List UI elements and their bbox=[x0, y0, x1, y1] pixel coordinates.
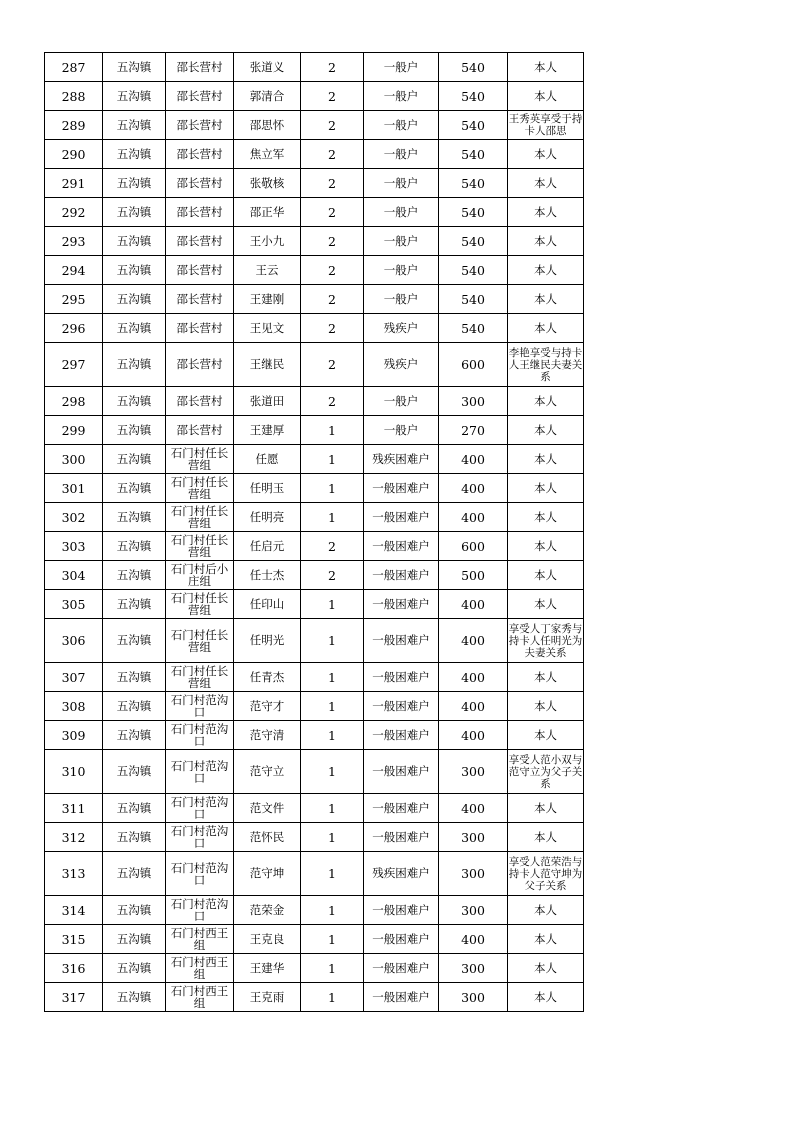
household-type-cell: 一般困难户 bbox=[364, 532, 439, 561]
name-cell: 任印山 bbox=[234, 590, 301, 619]
table-row bbox=[45, 794, 584, 823]
town-cell: 五沟镇 bbox=[103, 53, 166, 82]
note-cell: 本人 bbox=[508, 416, 584, 445]
note-cell: 本人 bbox=[508, 823, 584, 852]
note-cell: 本人 bbox=[508, 983, 584, 1012]
town-cell: 五沟镇 bbox=[103, 794, 166, 823]
amount-cell: 600 bbox=[439, 532, 508, 561]
table-row bbox=[45, 954, 584, 983]
amount-cell: 540 bbox=[439, 256, 508, 285]
village-cell: 石门村西王组 bbox=[166, 954, 234, 983]
row-number: 310 bbox=[45, 750, 103, 794]
amount-cell: 400 bbox=[439, 503, 508, 532]
amount-cell: 540 bbox=[439, 314, 508, 343]
row-number: 292 bbox=[45, 198, 103, 227]
name-cell: 王小九 bbox=[234, 227, 301, 256]
town-cell: 五沟镇 bbox=[103, 692, 166, 721]
row-number: 294 bbox=[45, 256, 103, 285]
town-cell: 五沟镇 bbox=[103, 721, 166, 750]
name-cell: 张道义 bbox=[234, 53, 301, 82]
household-count-cell: 2 bbox=[301, 53, 364, 82]
town-cell: 五沟镇 bbox=[103, 227, 166, 256]
amount-cell: 300 bbox=[439, 387, 508, 416]
table-row bbox=[45, 169, 584, 198]
household-count-cell: 1 bbox=[301, 619, 364, 663]
name-cell: 范守坤 bbox=[234, 852, 301, 896]
village-cell: 石门村范沟口 bbox=[166, 750, 234, 794]
note-cell: 本人 bbox=[508, 227, 584, 256]
name-cell: 任明玉 bbox=[234, 474, 301, 503]
table-row bbox=[45, 227, 584, 256]
row-number: 313 bbox=[45, 852, 103, 896]
note-cell: 本人 bbox=[508, 532, 584, 561]
amount-cell: 400 bbox=[439, 590, 508, 619]
row-number: 300 bbox=[45, 445, 103, 474]
note-cell: 本人 bbox=[508, 82, 584, 111]
village-cell: 邵长营村 bbox=[166, 314, 234, 343]
name-cell: 王克雨 bbox=[234, 983, 301, 1012]
amount-cell: 400 bbox=[439, 445, 508, 474]
village-cell: 邵长营村 bbox=[166, 387, 234, 416]
table-row bbox=[45, 750, 584, 794]
table-row bbox=[45, 590, 584, 619]
village-cell: 邵长营村 bbox=[166, 111, 234, 140]
village-cell: 石门村任长营组 bbox=[166, 590, 234, 619]
table-row bbox=[45, 721, 584, 750]
table-row bbox=[45, 561, 584, 590]
household-type-cell: 一般困难户 bbox=[364, 590, 439, 619]
row-number: 307 bbox=[45, 663, 103, 692]
row-number: 311 bbox=[45, 794, 103, 823]
town-cell: 五沟镇 bbox=[103, 750, 166, 794]
household-type-cell: 一般户 bbox=[364, 285, 439, 314]
town-cell: 五沟镇 bbox=[103, 663, 166, 692]
household-count-cell: 2 bbox=[301, 169, 364, 198]
table-row bbox=[45, 314, 584, 343]
row-number: 314 bbox=[45, 896, 103, 925]
town-cell: 五沟镇 bbox=[103, 852, 166, 896]
town-cell: 五沟镇 bbox=[103, 256, 166, 285]
household-count-cell: 2 bbox=[301, 387, 364, 416]
amount-cell: 540 bbox=[439, 198, 508, 227]
name-cell: 范守清 bbox=[234, 721, 301, 750]
household-type-cell: 一般户 bbox=[364, 53, 439, 82]
village-cell: 邵长营村 bbox=[166, 227, 234, 256]
note-cell: 本人 bbox=[508, 503, 584, 532]
row-number: 298 bbox=[45, 387, 103, 416]
household-count-cell: 1 bbox=[301, 954, 364, 983]
village-cell: 邵长营村 bbox=[166, 343, 234, 387]
row-number: 312 bbox=[45, 823, 103, 852]
row-number: 315 bbox=[45, 925, 103, 954]
note-cell: 本人 bbox=[508, 925, 584, 954]
household-count-cell: 1 bbox=[301, 692, 364, 721]
row-number: 308 bbox=[45, 692, 103, 721]
village-cell: 石门村范沟口 bbox=[166, 794, 234, 823]
town-cell: 五沟镇 bbox=[103, 896, 166, 925]
household-count-cell: 1 bbox=[301, 474, 364, 503]
village-cell: 石门村范沟口 bbox=[166, 852, 234, 896]
amount-cell: 300 bbox=[439, 750, 508, 794]
household-count-cell: 2 bbox=[301, 343, 364, 387]
village-cell: 石门村任长营组 bbox=[166, 474, 234, 503]
name-cell: 任青杰 bbox=[234, 663, 301, 692]
household-count-cell: 2 bbox=[301, 561, 364, 590]
village-cell: 石门村范沟口 bbox=[166, 896, 234, 925]
name-cell: 王建厚 bbox=[234, 416, 301, 445]
note-cell: 李艳享受与持卡人王继民夫妻关系 bbox=[508, 343, 584, 387]
town-cell: 五沟镇 bbox=[103, 561, 166, 590]
household-count-cell: 1 bbox=[301, 852, 364, 896]
household-type-cell: 一般户 bbox=[364, 111, 439, 140]
row-number: 299 bbox=[45, 416, 103, 445]
household-type-cell: 一般困难户 bbox=[364, 925, 439, 954]
row-number: 296 bbox=[45, 314, 103, 343]
row-number: 297 bbox=[45, 343, 103, 387]
household-count-cell: 1 bbox=[301, 590, 364, 619]
household-count-cell: 1 bbox=[301, 416, 364, 445]
note-cell: 本人 bbox=[508, 692, 584, 721]
household-type-cell: 一般户 bbox=[364, 198, 439, 227]
village-cell: 石门村任长营组 bbox=[166, 663, 234, 692]
household-count-cell: 2 bbox=[301, 140, 364, 169]
row-number: 306 bbox=[45, 619, 103, 663]
row-number: 317 bbox=[45, 983, 103, 1012]
amount-cell: 300 bbox=[439, 954, 508, 983]
town-cell: 五沟镇 bbox=[103, 198, 166, 227]
household-count-cell: 2 bbox=[301, 227, 364, 256]
name-cell: 王云 bbox=[234, 256, 301, 285]
row-number: 309 bbox=[45, 721, 103, 750]
note-cell: 享受人范小双与范守立为父子关系 bbox=[508, 750, 584, 794]
village-cell: 邵长营村 bbox=[166, 140, 234, 169]
village-cell: 邵长营村 bbox=[166, 53, 234, 82]
household-type-cell: 一般困难户 bbox=[364, 823, 439, 852]
table-row bbox=[45, 925, 584, 954]
household-type-cell: 一般户 bbox=[364, 82, 439, 111]
household-type-cell: 一般户 bbox=[364, 140, 439, 169]
town-cell: 五沟镇 bbox=[103, 82, 166, 111]
amount-cell: 540 bbox=[439, 227, 508, 256]
town-cell: 五沟镇 bbox=[103, 343, 166, 387]
town-cell: 五沟镇 bbox=[103, 387, 166, 416]
note-cell: 本人 bbox=[508, 896, 584, 925]
town-cell: 五沟镇 bbox=[103, 169, 166, 198]
table-row bbox=[45, 111, 584, 140]
name-cell: 王建刚 bbox=[234, 285, 301, 314]
town-cell: 五沟镇 bbox=[103, 445, 166, 474]
table-row bbox=[45, 82, 584, 111]
household-count-cell: 1 bbox=[301, 794, 364, 823]
table-row bbox=[45, 532, 584, 561]
name-cell: 范荣金 bbox=[234, 896, 301, 925]
note-cell: 本人 bbox=[508, 954, 584, 983]
note-cell: 本人 bbox=[508, 721, 584, 750]
household-count-cell: 1 bbox=[301, 663, 364, 692]
table-row bbox=[45, 343, 584, 387]
note-cell: 本人 bbox=[508, 590, 584, 619]
household-type-cell: 残疾户 bbox=[364, 314, 439, 343]
amount-cell: 300 bbox=[439, 852, 508, 896]
town-cell: 五沟镇 bbox=[103, 140, 166, 169]
amount-cell: 400 bbox=[439, 721, 508, 750]
village-cell: 邵长营村 bbox=[166, 416, 234, 445]
note-cell: 本人 bbox=[508, 285, 584, 314]
subsidy-table bbox=[44, 52, 584, 1012]
town-cell: 五沟镇 bbox=[103, 590, 166, 619]
town-cell: 五沟镇 bbox=[103, 983, 166, 1012]
household-type-cell: 一般户 bbox=[364, 256, 439, 285]
village-cell: 石门村范沟口 bbox=[166, 721, 234, 750]
name-cell: 任启元 bbox=[234, 532, 301, 561]
note-cell: 本人 bbox=[508, 256, 584, 285]
name-cell: 范文件 bbox=[234, 794, 301, 823]
village-cell: 石门村任长营组 bbox=[166, 503, 234, 532]
village-cell: 邵长营村 bbox=[166, 82, 234, 111]
household-type-cell: 一般困难户 bbox=[364, 663, 439, 692]
note-cell: 本人 bbox=[508, 387, 584, 416]
name-cell: 任明光 bbox=[234, 619, 301, 663]
amount-cell: 400 bbox=[439, 692, 508, 721]
table-row bbox=[45, 416, 584, 445]
amount-cell: 600 bbox=[439, 343, 508, 387]
amount-cell: 300 bbox=[439, 983, 508, 1012]
household-type-cell: 一般困难户 bbox=[364, 474, 439, 503]
name-cell: 范守立 bbox=[234, 750, 301, 794]
household-count-cell: 1 bbox=[301, 750, 364, 794]
household-type-cell: 残疾困难户 bbox=[364, 852, 439, 896]
name-cell: 范怀民 bbox=[234, 823, 301, 852]
note-cell: 本人 bbox=[508, 445, 584, 474]
note-cell: 本人 bbox=[508, 794, 584, 823]
table-row bbox=[45, 823, 584, 852]
name-cell: 王继民 bbox=[234, 343, 301, 387]
name-cell: 任愿 bbox=[234, 445, 301, 474]
note-cell: 本人 bbox=[508, 169, 584, 198]
household-type-cell: 一般户 bbox=[364, 416, 439, 445]
household-type-cell: 一般户 bbox=[364, 227, 439, 256]
row-number: 301 bbox=[45, 474, 103, 503]
town-cell: 五沟镇 bbox=[103, 416, 166, 445]
name-cell: 张敬核 bbox=[234, 169, 301, 198]
household-count-cell: 1 bbox=[301, 445, 364, 474]
amount-cell: 400 bbox=[439, 663, 508, 692]
amount-cell: 300 bbox=[439, 896, 508, 925]
table-row bbox=[45, 445, 584, 474]
note-cell: 享受人范荣浩与持卡人范守坤为父子关系 bbox=[508, 852, 584, 896]
town-cell: 五沟镇 bbox=[103, 532, 166, 561]
household-count-cell: 2 bbox=[301, 198, 364, 227]
amount-cell: 540 bbox=[439, 53, 508, 82]
name-cell: 王见文 bbox=[234, 314, 301, 343]
household-type-cell: 一般困难户 bbox=[364, 619, 439, 663]
household-type-cell: 一般困难户 bbox=[364, 983, 439, 1012]
note-cell: 王秀英享受于持卡人邵思 bbox=[508, 111, 584, 140]
amount-cell: 270 bbox=[439, 416, 508, 445]
table-row bbox=[45, 503, 584, 532]
village-cell: 石门村范沟口 bbox=[166, 823, 234, 852]
household-type-cell: 一般困难户 bbox=[364, 954, 439, 983]
village-cell: 石门村西王组 bbox=[166, 983, 234, 1012]
name-cell: 范守才 bbox=[234, 692, 301, 721]
household-type-cell: 一般困难户 bbox=[364, 503, 439, 532]
row-number: 305 bbox=[45, 590, 103, 619]
household-count-cell: 2 bbox=[301, 111, 364, 140]
amount-cell: 540 bbox=[439, 111, 508, 140]
name-cell: 王克良 bbox=[234, 925, 301, 954]
household-type-cell: 一般困难户 bbox=[364, 896, 439, 925]
household-count-cell: 2 bbox=[301, 285, 364, 314]
town-cell: 五沟镇 bbox=[103, 111, 166, 140]
row-number: 304 bbox=[45, 561, 103, 590]
note-cell: 本人 bbox=[508, 140, 584, 169]
table-row bbox=[45, 387, 584, 416]
name-cell: 焦立军 bbox=[234, 140, 301, 169]
name-cell: 王建华 bbox=[234, 954, 301, 983]
note-cell: 本人 bbox=[508, 198, 584, 227]
table-row bbox=[45, 852, 584, 896]
row-number: 290 bbox=[45, 140, 103, 169]
household-count-cell: 2 bbox=[301, 314, 364, 343]
row-number: 293 bbox=[45, 227, 103, 256]
table-row bbox=[45, 474, 584, 503]
note-cell: 本人 bbox=[508, 561, 584, 590]
household-type-cell: 一般困难户 bbox=[364, 794, 439, 823]
village-cell: 邵长营村 bbox=[166, 198, 234, 227]
town-cell: 五沟镇 bbox=[103, 474, 166, 503]
village-cell: 石门村任长营组 bbox=[166, 532, 234, 561]
town-cell: 五沟镇 bbox=[103, 925, 166, 954]
name-cell: 邵思怀 bbox=[234, 111, 301, 140]
table-row bbox=[45, 285, 584, 314]
table-row bbox=[45, 692, 584, 721]
town-cell: 五沟镇 bbox=[103, 503, 166, 532]
amount-cell: 300 bbox=[439, 823, 508, 852]
name-cell: 郭清合 bbox=[234, 82, 301, 111]
row-number: 291 bbox=[45, 169, 103, 198]
table-row bbox=[45, 198, 584, 227]
amount-cell: 540 bbox=[439, 140, 508, 169]
household-type-cell: 残疾户 bbox=[364, 343, 439, 387]
note-cell: 享受人丁家秀与持卡人任明光为夫妻关系 bbox=[508, 619, 584, 663]
amount-cell: 400 bbox=[439, 925, 508, 954]
household-count-cell: 1 bbox=[301, 823, 364, 852]
town-cell: 五沟镇 bbox=[103, 823, 166, 852]
name-cell: 张道田 bbox=[234, 387, 301, 416]
note-cell: 本人 bbox=[508, 474, 584, 503]
household-count-cell: 2 bbox=[301, 82, 364, 111]
note-cell: 本人 bbox=[508, 314, 584, 343]
village-cell: 石门村任长营组 bbox=[166, 445, 234, 474]
household-type-cell: 一般困难户 bbox=[364, 721, 439, 750]
row-number: 295 bbox=[45, 285, 103, 314]
row-number: 303 bbox=[45, 532, 103, 561]
town-cell: 五沟镇 bbox=[103, 314, 166, 343]
household-type-cell: 一般困难户 bbox=[364, 561, 439, 590]
table-row bbox=[45, 140, 584, 169]
town-cell: 五沟镇 bbox=[103, 619, 166, 663]
table-row bbox=[45, 53, 584, 82]
village-cell: 邵长营村 bbox=[166, 169, 234, 198]
village-cell: 邵长营村 bbox=[166, 256, 234, 285]
row-number: 316 bbox=[45, 954, 103, 983]
amount-cell: 500 bbox=[439, 561, 508, 590]
household-count-cell: 1 bbox=[301, 721, 364, 750]
household-type-cell: 一般困难户 bbox=[364, 692, 439, 721]
table-row bbox=[45, 619, 584, 663]
table-row bbox=[45, 896, 584, 925]
row-number: 288 bbox=[45, 82, 103, 111]
town-cell: 五沟镇 bbox=[103, 954, 166, 983]
household-count-cell: 1 bbox=[301, 896, 364, 925]
town-cell: 五沟镇 bbox=[103, 285, 166, 314]
amount-cell: 400 bbox=[439, 794, 508, 823]
village-cell: 邵长营村 bbox=[166, 285, 234, 314]
table-row bbox=[45, 256, 584, 285]
row-number: 287 bbox=[45, 53, 103, 82]
household-count-cell: 1 bbox=[301, 983, 364, 1012]
village-cell: 石门村西王组 bbox=[166, 925, 234, 954]
row-number: 289 bbox=[45, 111, 103, 140]
amount-cell: 540 bbox=[439, 285, 508, 314]
name-cell: 邵正华 bbox=[234, 198, 301, 227]
village-cell: 石门村后小庄组 bbox=[166, 561, 234, 590]
household-count-cell: 2 bbox=[301, 256, 364, 285]
table-row bbox=[45, 983, 584, 1012]
row-number: 302 bbox=[45, 503, 103, 532]
household-type-cell: 一般困难户 bbox=[364, 750, 439, 794]
name-cell: 任士杰 bbox=[234, 561, 301, 590]
amount-cell: 540 bbox=[439, 82, 508, 111]
village-cell: 石门村任长营组 bbox=[166, 619, 234, 663]
note-cell: 本人 bbox=[508, 663, 584, 692]
household-count-cell: 1 bbox=[301, 503, 364, 532]
amount-cell: 540 bbox=[439, 169, 508, 198]
amount-cell: 400 bbox=[439, 619, 508, 663]
household-count-cell: 2 bbox=[301, 532, 364, 561]
table-row bbox=[45, 663, 584, 692]
village-cell: 石门村范沟口 bbox=[166, 692, 234, 721]
household-type-cell: 残疾困难户 bbox=[364, 445, 439, 474]
name-cell: 任明亮 bbox=[234, 503, 301, 532]
household-count-cell: 1 bbox=[301, 925, 364, 954]
household-type-cell: 一般户 bbox=[364, 387, 439, 416]
household-type-cell: 一般户 bbox=[364, 169, 439, 198]
note-cell: 本人 bbox=[508, 53, 584, 82]
amount-cell: 400 bbox=[439, 474, 508, 503]
